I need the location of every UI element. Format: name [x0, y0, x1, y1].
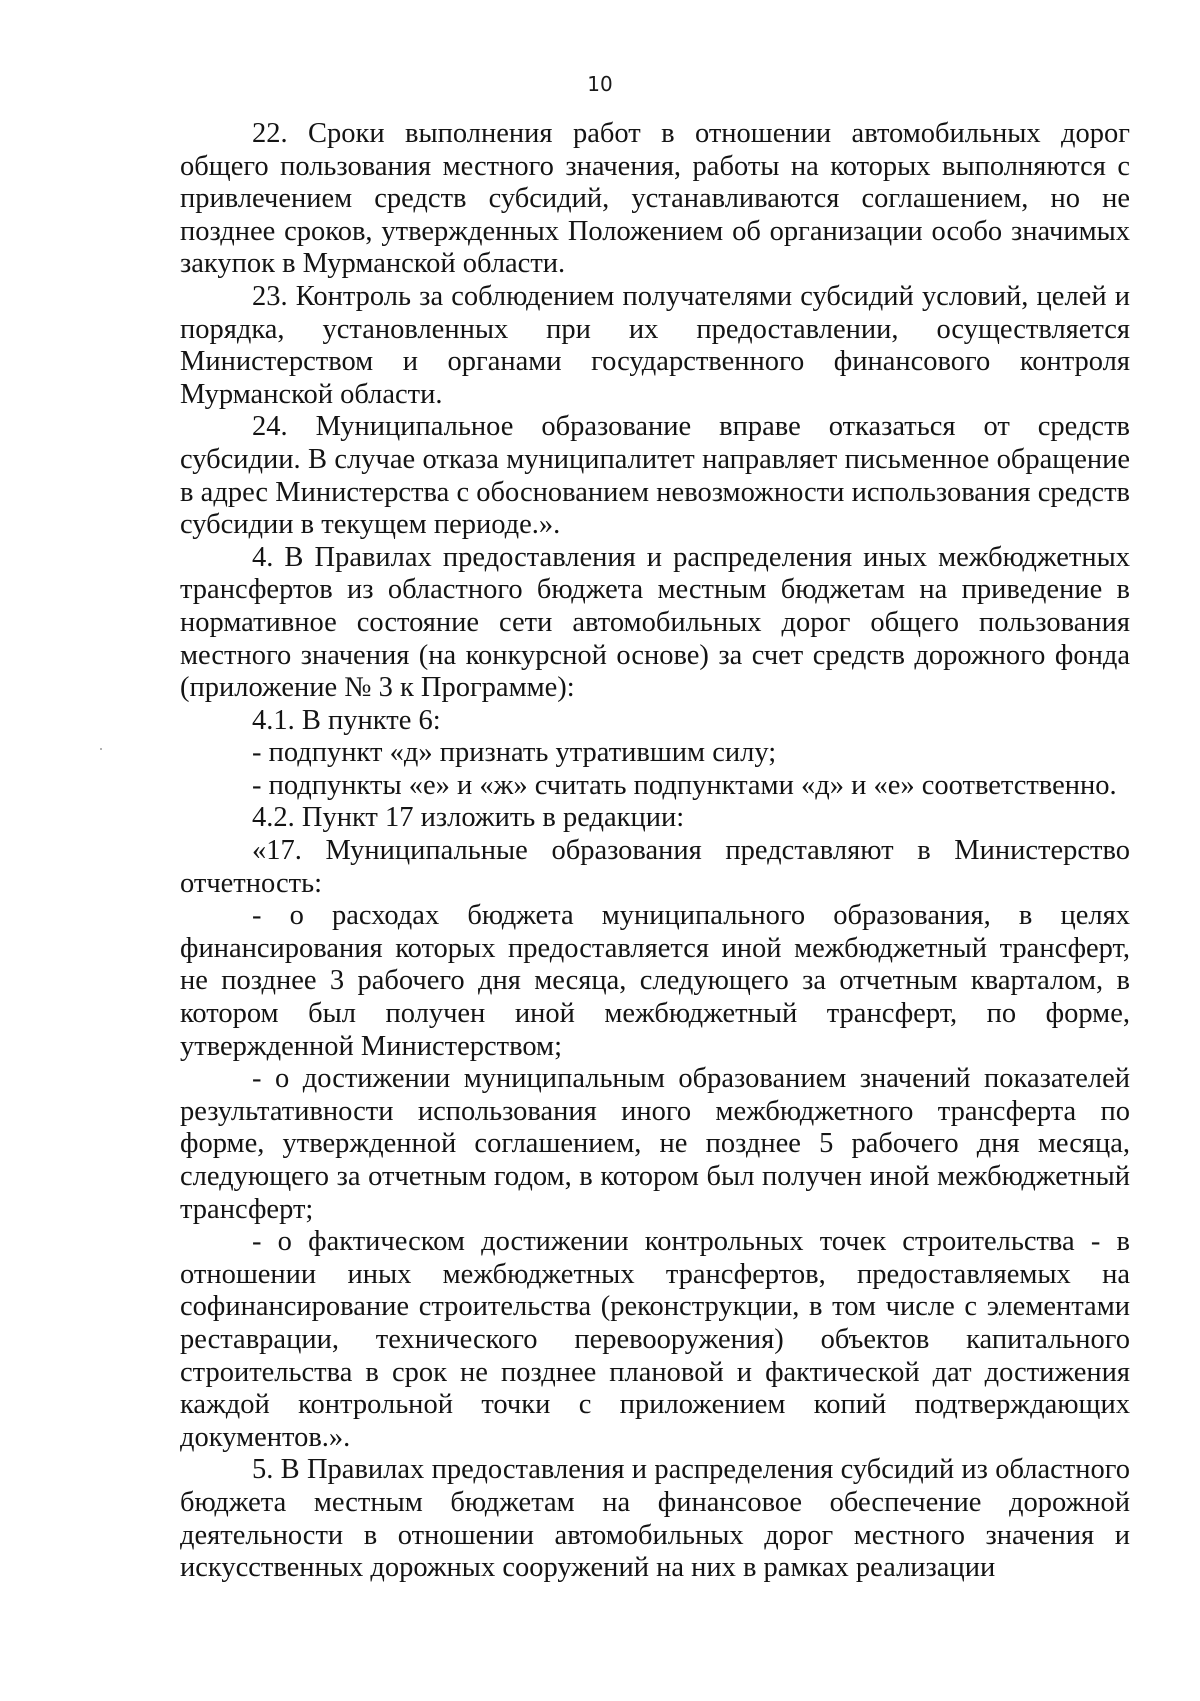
- paragraph-4-1: 4.1. В пункте 6:: [252, 704, 441, 736]
- paragraph-17-item-expenses: - о расходах бюджета муниципального образования, в целях финансирования которых предоставляется иной межбюджетный трансферт, не позднее 3 рабочего дня месяца, следующего за отчетным кварталом, в котором был получен иной межбюджетный трансферт, по форме, утвержденной Министерством;: [180, 900, 1130, 1062]
- scan-speck: [100, 748, 102, 750]
- paragraph-4: 4. В Правилах предоставления и распределения иных межбюджетных трансфертов из областного бюджета местным бюджетам на приведение в нормативное состояние сети автомобильных дорог общего пользования местного значения (на конкурсной основе) за счет средств дорожного фонда (приложение № 3 к Программе):: [180, 541, 1130, 704]
- paragraph-4-2: 4.2. Пункт 17 изложить в редакции:: [252, 802, 685, 834]
- paragraph-17-item-indicators: - о достижении муниципальным образованием значений показателей результативности использования иного межбюджетного трансферта по форме, утвержденной соглашением, не позднее 5 рабочего дня месяца, следующего за отчетным годом, в котором был получен иной межбюджетный трансферт;: [180, 1063, 1130, 1225]
- document-body: [180, 118, 1130, 1585]
- paragraph-23: 23. Контроль за соблюдением получателями субсидий условий, целей и порядка, установленных при их предоставлении, осуществляется Министерством и органами государственного финансового контроля Мурманской области.: [180, 280, 1130, 410]
- paragraph-24: 24. Муниципальное образование вправе отказаться от средств субсидии. В случае отказа муниципалитет направляет письменное обращение в адрес Министерства с обоснованием невозможности использования средств субсидии в текущем периоде.».: [180, 411, 1130, 541]
- page-number: 10: [587, 72, 613, 96]
- paragraph-22: 22. Сроки выполнения работ в отношении автомобильных дорог общего пользования местного значения, работы на которых выполняются с привлечением средств субсидий, устанавливаются соглашением, но не позднее сроков, утвержденных Положением об организации особо значимых закупок в Мурманской области.: [180, 118, 1130, 280]
- paragraph-17: «17. Муниципальные образования представляют в Министерство отчетность:: [180, 835, 1130, 899]
- paragraph-5: 5. В Правилах предоставления и распределения субсидий из областного бюджета местным бюджетам на финансовое обеспечение дорожной деятельности в отношении автомобильных дорог местного значения и искусственных дорожных сооружений на них в рамках реализации: [180, 1454, 1130, 1584]
- paragraph-4-1-item-e-zh: - подпункты «е» и «ж» считать подпунктами «д» и «е» соответственно.: [252, 769, 1117, 801]
- paragraph-4-1-item-d: - подпункт «д» признать утратившим силу;: [252, 737, 777, 769]
- paragraph-17-item-control-points: - о фактическом достижении контрольных точек строительства - в отношении иных межбюджетных трансфертов, предоставляемых на софинансирование строительства (реконструкции, в том числе с элементами реставрации, технического перевооружения) объектов капитального строительства в срок не позднее плановой и фактической дат достижения каждой контрольной точки с приложением копий подтверждающих документов.».: [180, 1226, 1130, 1453]
